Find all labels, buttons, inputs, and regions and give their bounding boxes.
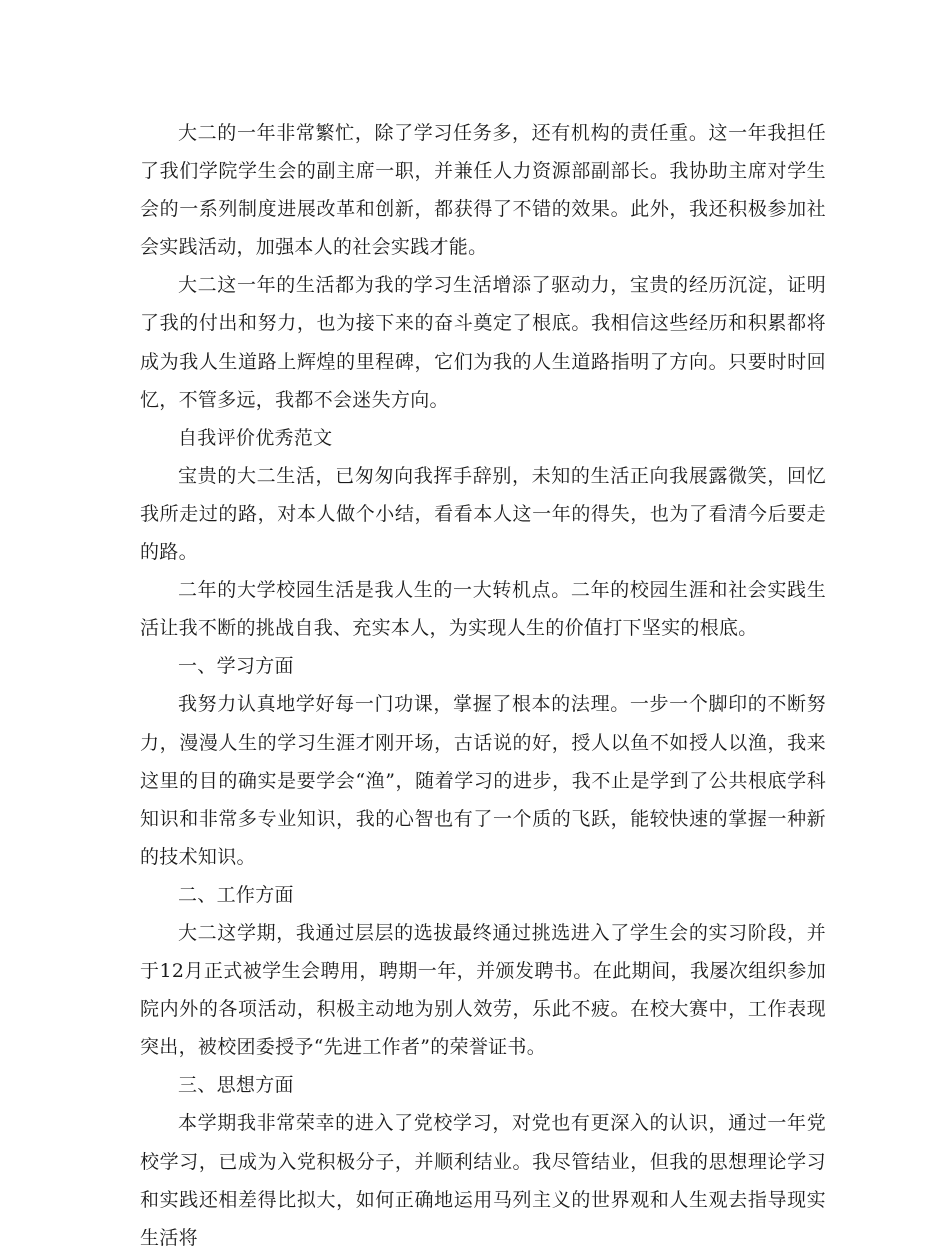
paragraph-3: 宝贵的大二生活，已匆匆向我挥手辞别，未知的生活正向我展露微笑，回忆我所走过的路，对本人做个小结，看看本人这一年的得失，也为了看清今后要走的路。 bbox=[140, 464, 826, 564]
paragraph-1: 大二的一年非常繁忙，除了学习任务多，还有机构的责任重。这一年我担任了我们学院学生会的副主席一职，并兼任人力资源部副部长。我协助主席对学生会的一系列制度进展改革和创新，都获得了不错的效果。此外，我还积极参加社会实践活动，加强本人的社会实践才能。 bbox=[140, 122, 826, 259]
heading-thought: 三、思想方面 bbox=[178, 1074, 294, 1097]
paragraph-study: 我努力认真地学好每一门功课，掌握了根本的法理。一步一个脚印的不断努力，漫漫人生的学习生涯才刚开场，古话说的好，授人以鱼不如授人以渔，我来这里的目的确实是要学会“渔”，随着学习的进步，我不止是学到了公共根底学科知识和非常多专业知识，我的心智也有了一个质的飞跃，能较快速的掌握一种新的技术知识。 bbox=[140, 693, 826, 868]
heading-work: 二、工作方面 bbox=[178, 883, 294, 906]
section-title: 自我评价优秀范文 bbox=[178, 426, 333, 449]
document-body bbox=[140, 114, 826, 1257]
heading-study: 一、学习方面 bbox=[178, 655, 294, 678]
paragraph-thought: 本学期我非常荣幸的进入了党校学习，对党也有更深入的认识，通过一年党校学习，已成为入党积极分子，并顺利结业。我尽管结业，但我的思想理论学习和实践还相差得比拟大，如何正确地运用马列主义的世界观和人生观去指导现实生活将 bbox=[140, 1112, 826, 1249]
paragraph-2: 大二这一年的生活都为我的学习生活增添了驱动力，宝贵的经历沉淀，证明了我的付出和努力，也为接下来的奋斗奠定了根底。我相信这些经历和积累都将成为我人生道路上辉煌的里程碑，它们为我的人生道路指明了方向。只要时时回忆，不管多远，我都不会迷失方向。 bbox=[140, 274, 826, 411]
paragraph-4: 二年的大学校园生活是我人生的一大转机点。二年的校园生涯和社会实践生活让我不断的挑战自我、充实本人，为实现人生的价值打下坚实的根底。 bbox=[140, 579, 826, 640]
paragraph-work: 大二这学期，我通过层层的选拔最终通过挑选进入了学生会的实习阶段，并于12月正式被学生会聘用，聘期一年，并颁发聘书。在此期间，我屡次组织参加院内外的各项活动，积极主动地为别人效劳，乐此不疲。在校大赛中，工作表现突出，被校团委授予“先进工作者”的荣誉证书。 bbox=[140, 921, 826, 1059]
